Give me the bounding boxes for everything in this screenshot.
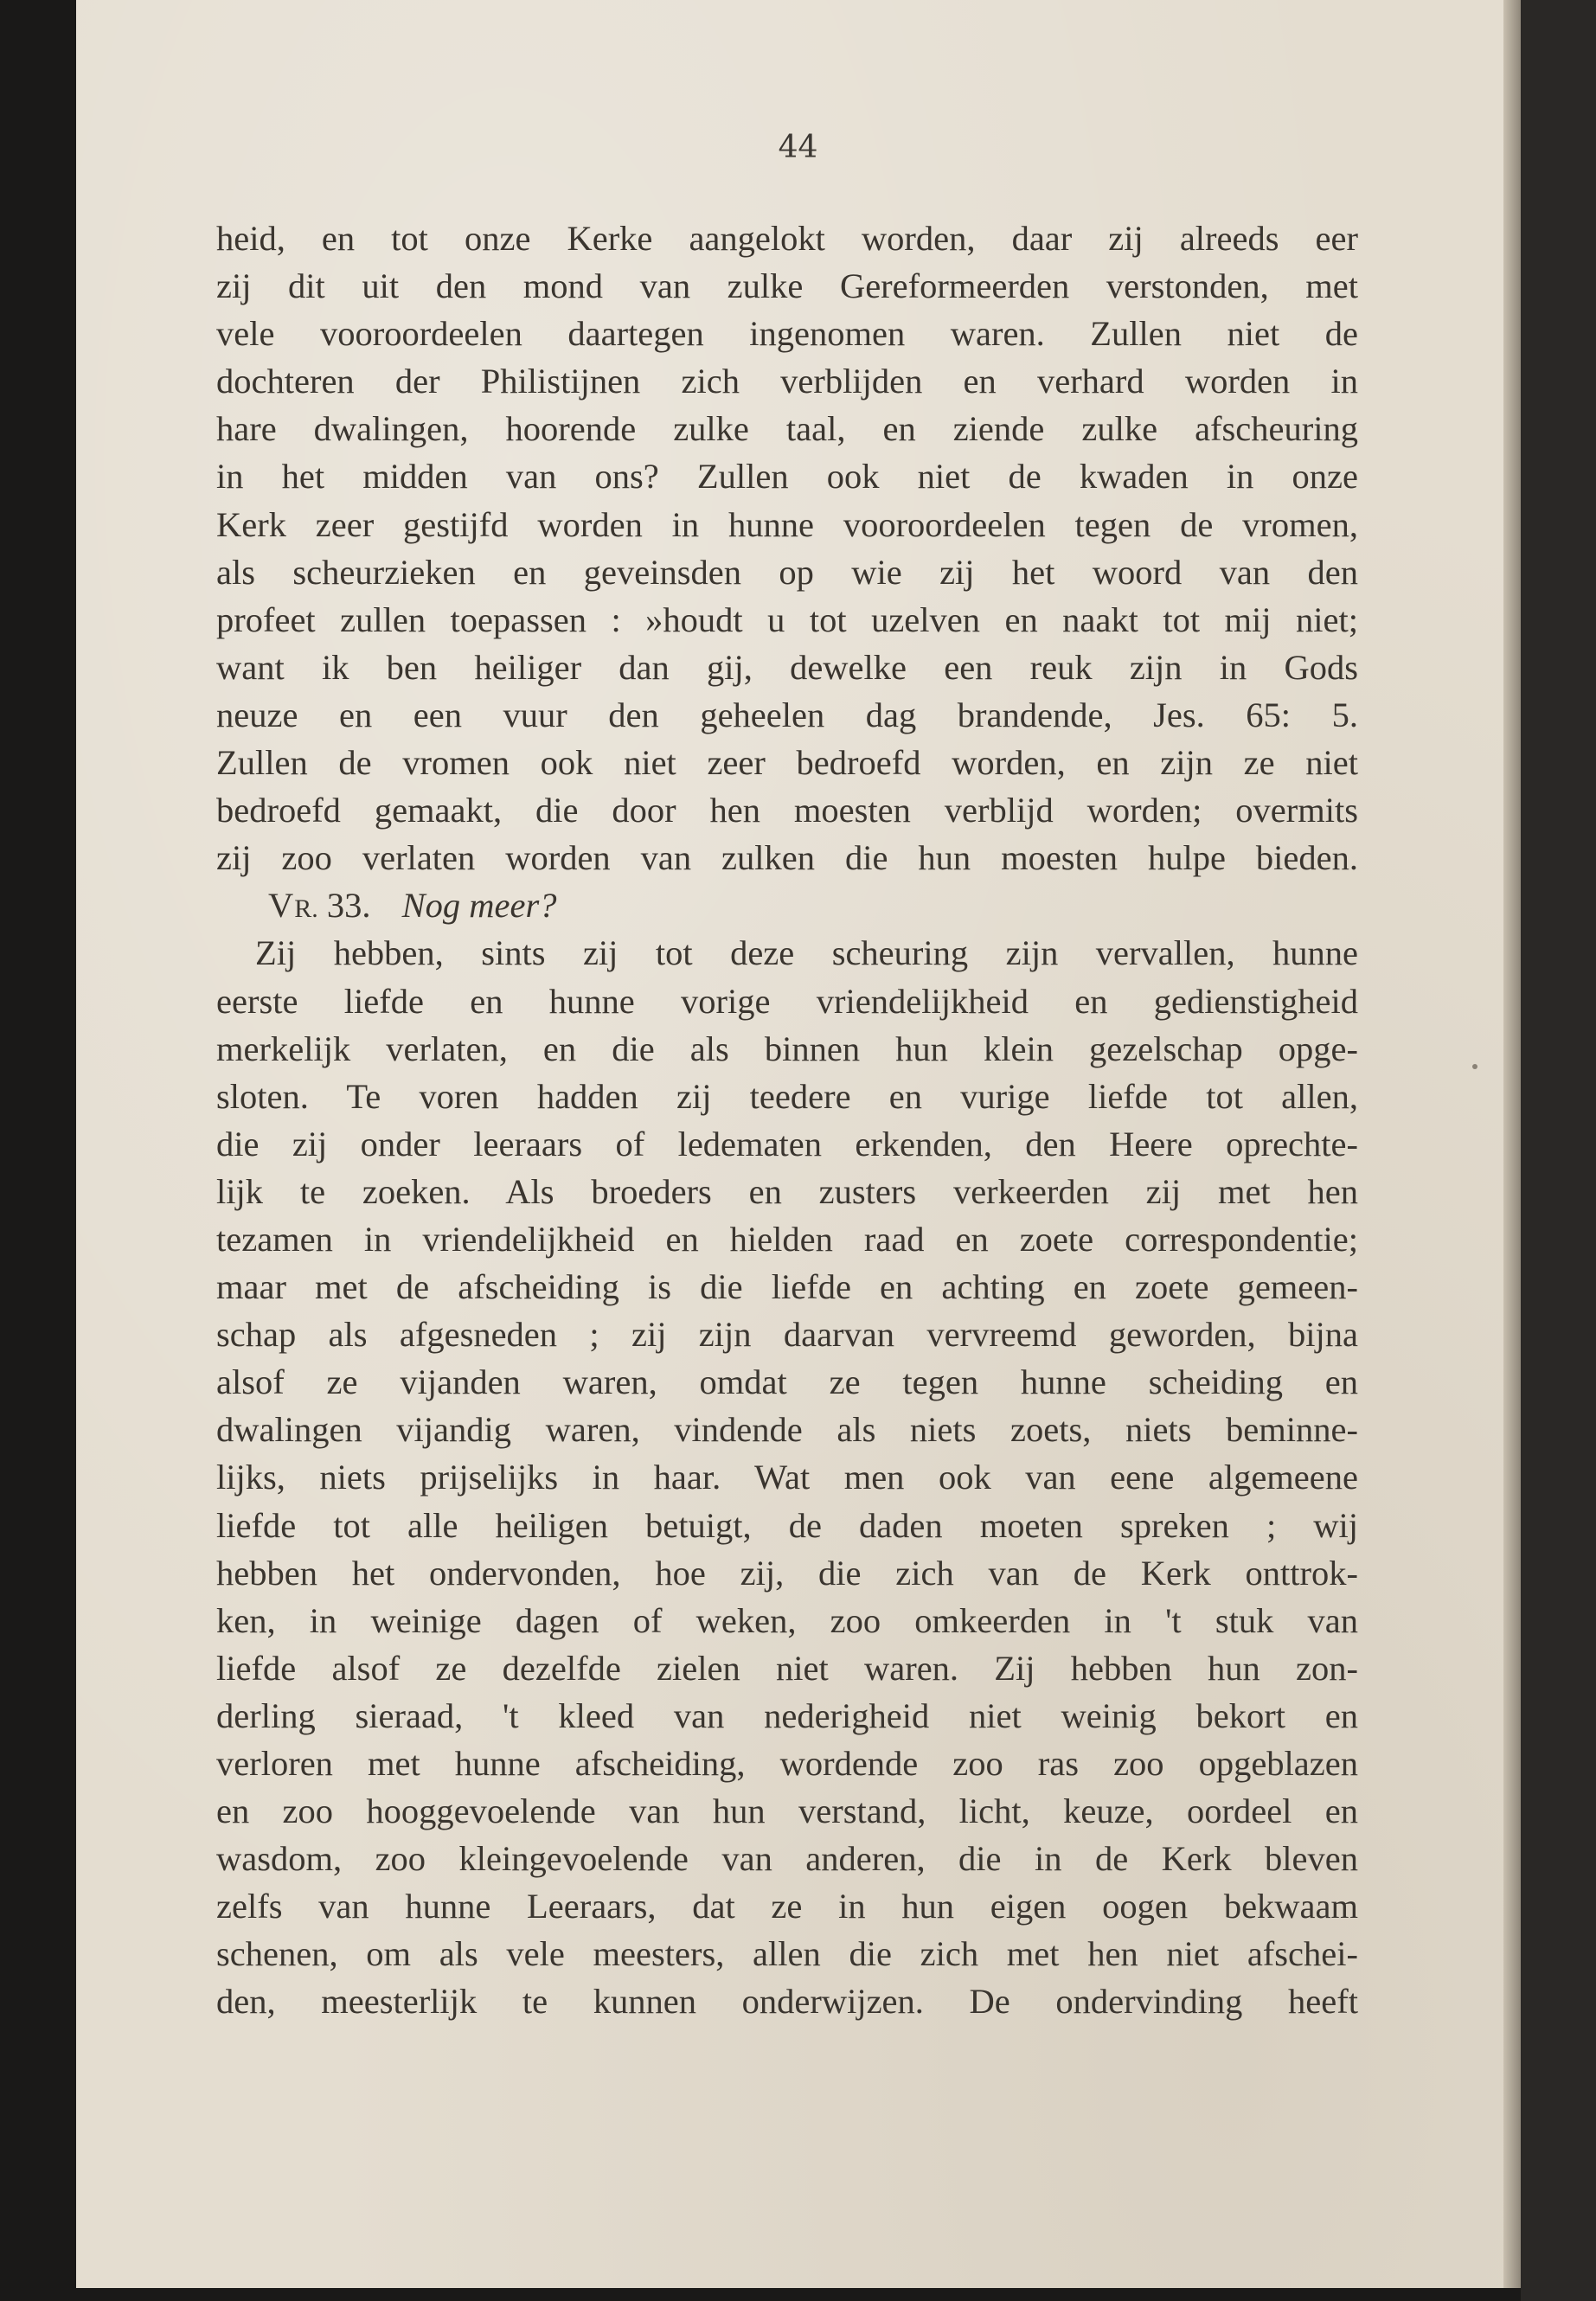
text-line: bedroefd gemaakt, die door hen moesten verblijd worden; overmits [216, 791, 1358, 830]
text-line: eerste liefde en hunne vorige vriendelijkheid en gedienstigheid [216, 981, 1358, 1021]
question-prefix-small: R. [294, 894, 318, 924]
text-line: vele vooroordeelen daartegen ingenomen waren. Zullen niet de [216, 314, 1358, 354]
text-line: hare dwalingen, hoorende zulke taal, en ziende zulke afscheuring [216, 409, 1358, 449]
text-line: Zullen de vromen ook niet zeer bedroefd worden, en zijn ze niet [216, 743, 1358, 783]
text-line: lijk te zoeken. Als broeders en zusters verkeerden zij met hen [216, 1171, 1358, 1211]
page-edge [1503, 0, 1521, 2288]
question-title: Nog meer? [401, 886, 557, 926]
text-line: schap als afgesneden ; zij zijn daarvan vervreemd geworden, bijna [216, 1315, 1358, 1355]
text-line: verloren met hunne afscheiding, wordende zoo ras zoo opgeblazen [216, 1744, 1358, 1783]
text-line: ken, in weinige dagen of weken, zoo omkeerden in 't stuk van [216, 1600, 1358, 1640]
text-line: sloten. Te voren hadden zij teedere en vurige liefde tot allen, [216, 1076, 1358, 1116]
text-line: neuze en een vuur den geheelen dag brandende, Jes. 65: 5. [216, 695, 1358, 734]
text-line: heid, en tot onze Kerke aangelokt worden, daar zij alreeds eer [216, 219, 1358, 258]
text-line: Zij hebben, sints zij tot deze scheuring zijn vervallen, hunne [255, 933, 1358, 973]
text-line: schenen, om als vele meesters, allen die zich met hen niet afschei- [216, 1934, 1358, 1974]
text-line: Kerk zeer gestijfd worden in hunne vooroordeelen tegen de vromen, [216, 504, 1358, 544]
text-line: merkelijk verlaten, en die als binnen hun klein gezelschap opge- [216, 1029, 1358, 1068]
paragraph-2 [216, 929, 1358, 2025]
background-strip [1521, 0, 1596, 2301]
text-line: lijks, niets prijselijks in haar. Wat men ook van eene algemeene [216, 1458, 1358, 1497]
text-line: dwalingen vijandig waren, vindende als niets zoets, niets beminne- [216, 1410, 1358, 1450]
text-line: want ik ben heiliger dan gij, dewelke een reuk zijn in Gods [216, 647, 1358, 687]
text-line: in het midden van ons? Zullen ook niet de kwaden in onze [216, 457, 1358, 497]
text-line: wasdom, zoo kleingevoelende van anderen, die in de Kerk bleven [216, 1839, 1358, 1879]
text-line: derling sieraad, 't kleed van nederigheid niet weinig bekort en [216, 1695, 1358, 1735]
text-line: profeet zullen toepassen : »houdt u tot uzelven en naakt tot mij niet; [216, 599, 1358, 639]
page-number: 44 [778, 130, 818, 165]
text-line: als scheurzieken en geveinsden op wie zij het woord van den [216, 552, 1358, 592]
text-line: en zoo hooggevoelende van hun verstand, licht, keuze, oordeel en [216, 1791, 1358, 1831]
body-text [216, 215, 1358, 2026]
text-line: alsof ze vijanden waren, omdat ze tegen hunne scheiding en [216, 1362, 1358, 1402]
ink-speck [1472, 1064, 1477, 1069]
text-line: tezamen in vriendelijkheid en hielden raad en zoete correspondentie; [216, 1219, 1358, 1259]
text-line: maar met de afscheiding is die liefde en achting en zoete gemeen- [216, 1267, 1358, 1307]
question-prefix: V [268, 886, 295, 926]
question-number: 33. [326, 886, 371, 926]
text-line: liefde alsof ze dezelfde zielen niet waren. Zij hebben hun zon- [216, 1648, 1358, 1688]
question-heading [216, 881, 1358, 929]
text-line: zij zoo verlaten worden van zulken die hun moesten hulpe bieden. [216, 838, 1358, 878]
paragraph-1 [216, 215, 1358, 881]
text-line: liefde tot alle heiligen betuigt, de daden moeten spreken ; wij [216, 1505, 1358, 1545]
text-line: die zij onder leeraars of ledematen erkenden, den Heere oprechte- [216, 1124, 1358, 1163]
text-line: dochteren der Philistijnen zich verblijden en verhard worden in [216, 362, 1358, 401]
text-line: hebben het ondervonden, hoe zij, die zich van de Kerk onttrok- [216, 1553, 1358, 1593]
text-line: zij dit uit den mond van zulke Gereformeerden verstonden, met [216, 266, 1358, 306]
text-line: zelfs van hunne Leeraars, dat ze in hun eigen oogen bekwaam [216, 1887, 1358, 1926]
text-line: den, meesterlijk te kunnen onderwijzen. De ondervinding heeft [216, 1982, 1358, 2022]
